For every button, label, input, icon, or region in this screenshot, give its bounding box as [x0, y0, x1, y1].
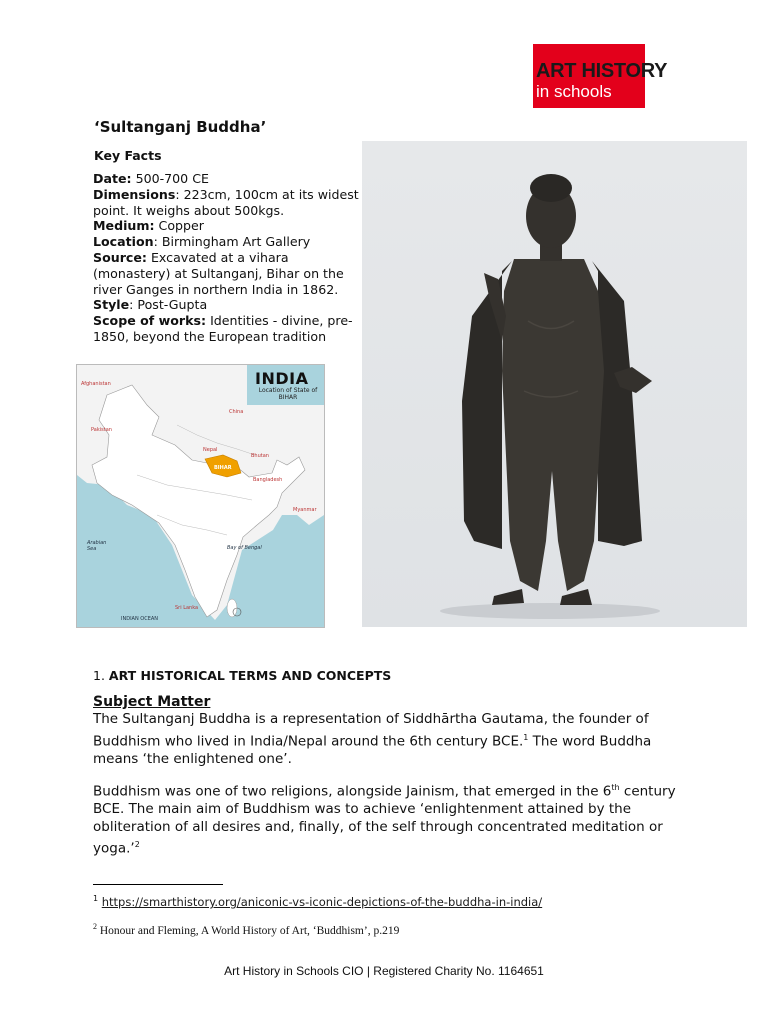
fact-scope	[93, 313, 361, 345]
superscript-th: th	[611, 783, 620, 792]
logo-line-1: ART HISTORY	[536, 60, 668, 82]
footnote-divider	[93, 884, 223, 885]
paragraph-1	[93, 711, 683, 768]
buddha-statue-image	[362, 141, 747, 627]
statue-left-foot	[492, 589, 524, 605]
map-label-myanmar: Myanmar	[293, 507, 317, 513]
map-label-indian-ocean: INDIAN OCEAN	[121, 616, 159, 622]
map-label-arabian-sea: Arabian Sea	[87, 540, 107, 552]
key-facts-list	[93, 171, 361, 345]
map-subtitle: Location of State of BIHAR	[258, 387, 318, 401]
logo-line-2: in schools	[536, 82, 612, 101]
footnote-ref-1[interactable]: 1	[523, 732, 529, 742]
statue-right-foot	[560, 589, 592, 605]
statue-shadow	[440, 603, 660, 619]
fact-label: Dimensions	[93, 186, 176, 202]
page-title: ‘Sultanganj Buddha’	[94, 118, 267, 136]
footnote-number: 1	[93, 894, 99, 903]
map-label-pakistan: Pakistan	[91, 427, 112, 433]
paragraph-2-text-b: century BCE. The main aim of Buddhism was to achieve ‘enlightenment attained by the obliteration of all desires and, finally, of the self through concentrated meditation or yoga.’	[93, 783, 676, 857]
footnote-2-text: Honour and Fleming, A World History of Art, ‘Buddhism’, p.219	[99, 924, 400, 937]
map-graphic	[77, 365, 324, 627]
paragraph-2-text-a: Buddhism was one of two religions, alongside Jainism, that emerged in the 6	[93, 783, 612, 800]
footnote-2	[93, 922, 399, 937]
map-label-bihar: BIHAR	[214, 465, 232, 471]
fact-location	[93, 234, 361, 250]
map-label-bangladesh: Bangladesh	[253, 477, 283, 483]
key-facts-heading: Key Facts	[94, 148, 162, 163]
paragraph-1-text: The Sultanganj Buddha is a representation of Siddhārtha Gautama, the founder of Buddhism who lived in India/Nepal around the 6th century BCE.	[93, 711, 649, 749]
fact-value: 500-700 CE	[131, 171, 209, 186]
fact-dimensions	[93, 187, 361, 219]
map-label-nepal: Nepal	[203, 447, 218, 453]
map-label-bhutan: Bhutan	[251, 453, 269, 459]
india-bihar-map	[76, 364, 325, 628]
fact-label: Medium:	[93, 218, 155, 234]
section-number: 1.	[93, 668, 105, 683]
fact-label: Source:	[93, 249, 147, 265]
subject-matter-heading: Subject Matter	[93, 694, 211, 710]
footnote-number: 2	[93, 922, 97, 931]
sultanganj-buddha-photo	[362, 141, 747, 627]
map-label-sri-lanka: Sri Lanka	[175, 605, 199, 611]
fact-style	[93, 297, 361, 313]
fact-value: : Birmingham Art Gallery	[153, 234, 311, 250]
map-title: INDIA	[255, 369, 309, 388]
fact-label: Style	[93, 297, 130, 313]
fact-medium	[93, 218, 361, 234]
map-label-bay-of-bengal: Bay of Bengal	[227, 545, 262, 551]
fact-value: Excavated at a vihara (monastery) at Sultanganj, Bihar on the river Ganges in northern India in 1862.	[93, 249, 344, 297]
fact-date	[93, 171, 361, 187]
fact-label: Date:	[93, 171, 132, 186]
fact-value: : 223cm, 100cm at its widest point. It weighs about 500kgs.	[93, 186, 359, 218]
map-label-china: China	[229, 409, 244, 415]
section-heading	[93, 668, 391, 683]
statue-body	[502, 259, 604, 591]
fact-value: Identities - divine, pre-1850, beyond the European tradition	[93, 313, 353, 344]
map-label-afghanistan: Afghanistan	[81, 381, 111, 387]
paragraph-2	[93, 779, 683, 858]
section-title: ART HISTORICAL TERMS AND CONCEPTS	[108, 668, 392, 683]
footnote-1-link[interactable]: https://smarthistory.org/aniconic-vs-iconic-depictions-of-the-buddha-in-india/	[101, 894, 543, 909]
footnote-ref-2[interactable]: 2	[134, 840, 140, 849]
art-history-in-schools-logo	[533, 44, 673, 108]
fact-label: Scope of works:	[93, 313, 207, 329]
page-footer: Art History in Schools CIO | Registered Charity No. 1164651	[224, 964, 544, 978]
fact-value: : Post-Gupta	[129, 297, 208, 313]
fact-source	[93, 250, 361, 297]
footnote-1	[93, 894, 542, 909]
fact-value: Copper	[154, 218, 204, 234]
paragraph-1-tail: The word Buddha means ‘the enlightened one’.	[93, 733, 652, 767]
fact-label: Location	[93, 234, 154, 250]
statue-hair	[530, 174, 572, 202]
